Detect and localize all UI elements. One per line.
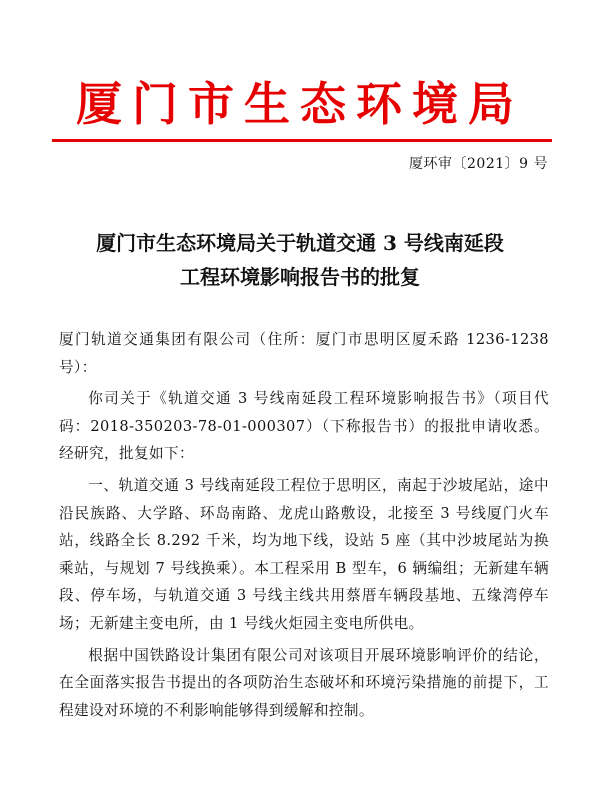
document-title	[50, 226, 550, 294]
document-title-line-2: 工程环境影响报告书的批复	[180, 265, 420, 289]
document-body	[59, 326, 549, 728]
document-number: 厦环审〔2021〕9 号	[409, 156, 548, 172]
item-one-paragraph: 一、轨道交通 3 号线南延段工程位于思明区，南起于沙坡尾站，途中沿民族路、大学路、环岛南路、龙虎山路敷设，北接至 3 号线厦门火车站，线路全长 8.292 千米，均为地下线，设站 5 座（其中沙坡尾站为换乘站，与规划 7 号线换乘）。本工程采用 B 型车，6 辆编组；无新建车辆段、停车场，与轨道交通 3 号线主线共用蔡厝车辆段基地、五缘湾停车场；无新建主变电所，由 1 号线火炬园主变电所供电。	[59, 476, 549, 632]
document-title-line-1: 厦门市生态环境局关于轨道交通 3 号线南延段	[96, 231, 504, 255]
addressee-paragraph: 厦门轨道交通集团有限公司（住所：厦门市思明区厦禾路 1236-1238 号）：	[59, 331, 549, 376]
intro-paragraph: 你司关于《轨道交通 3 号线南延段工程环境影响报告书》（项目代码：2018-350203-78-01-000307）（下称报告书）的报批申请收悉。经研究，批复如下：	[59, 390, 549, 463]
organization-header: 厦门市生态环境局	[76, 77, 524, 131]
red-divider-line	[52, 139, 552, 142]
conclusion-paragraph: 根据中国铁路设计集团有限公司对该项目开展环境影响评价的结论，在全面落实报告书提出的各项防治生态破坏和环境污染措施的前提下，工程建设对环境的不利影响能够得到缓解和控制。	[59, 646, 549, 719]
